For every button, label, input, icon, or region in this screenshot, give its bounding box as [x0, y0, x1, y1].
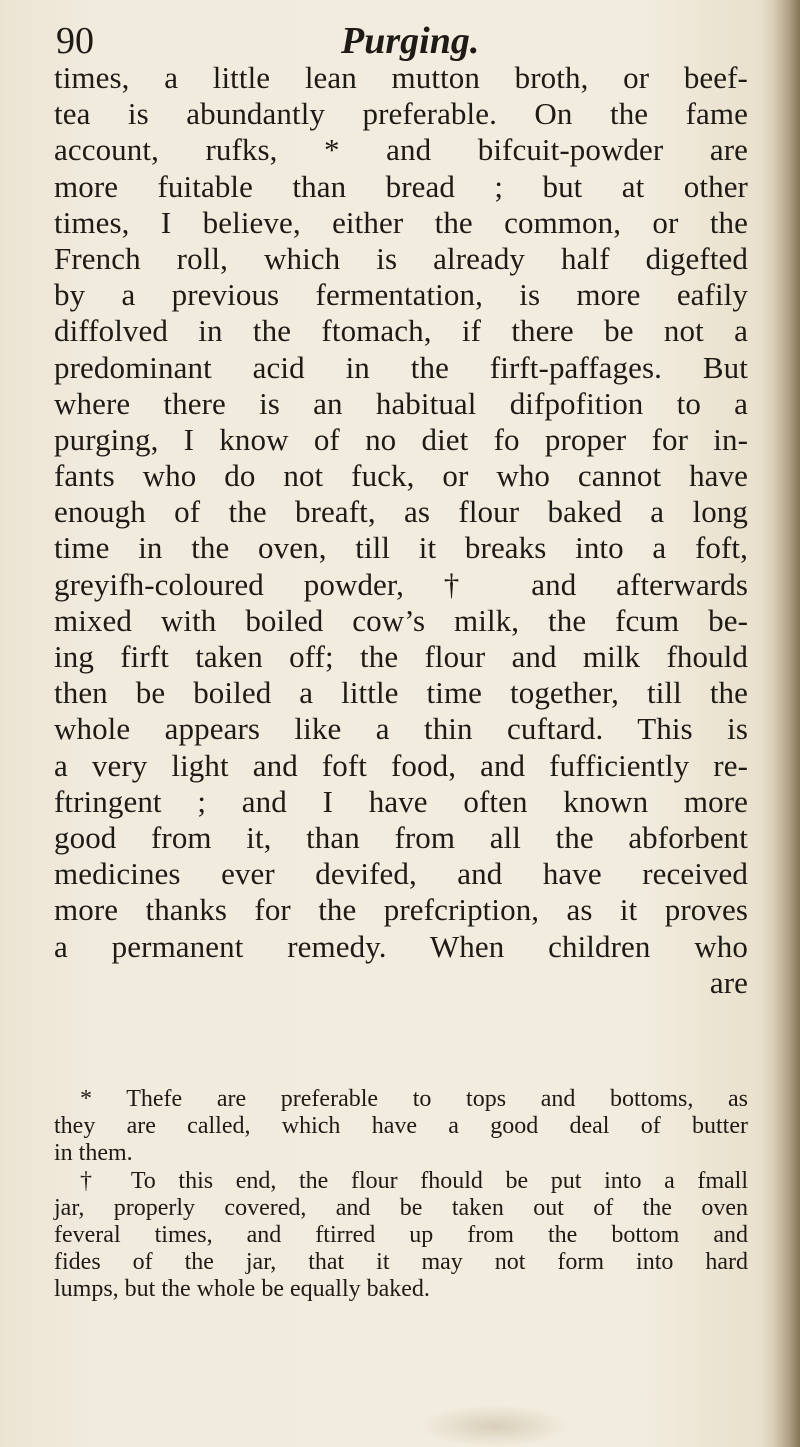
footnote-line: jar, properly covered, and be taken out of the oven: [54, 1194, 748, 1221]
running-title: Purging.: [341, 20, 480, 62]
text-line: where there is an habitual difpofition to a: [54, 385, 748, 421]
footnote-line: * Thefe are preferable to tops and bottoms, as: [80, 1086, 748, 1112]
footnote-line: lumps, but the whole be equally baked.: [54, 1276, 430, 1303]
text-line: good from it, than from all the abforbent: [54, 819, 748, 855]
text-line: times, I believe, either the common, or the: [54, 204, 748, 240]
text-line: enough of the breaft, as flour baked a long: [54, 494, 748, 530]
text-line: time in the oven, till it breaks into a foft,: [54, 530, 748, 566]
text-line: greyifh-coloured powder, † and afterwards: [54, 566, 748, 602]
page-number: 90: [56, 20, 94, 62]
text-line: a very light and foft food, and fufficiently re-: [54, 747, 748, 783]
text-line: ftringent ; and I have often known more: [54, 783, 748, 819]
text-line: whole appears like a thin cuftard. This is: [54, 711, 748, 747]
text-line: more fuitable than bread ; but at other: [54, 168, 748, 204]
catchword: are: [709, 964, 748, 1000]
text-line: a permanent remedy. When children who: [54, 928, 748, 964]
text-line: more thanks for the prefcription, as it proves: [54, 892, 748, 928]
text-line: then be boiled a little time together, till the: [54, 675, 748, 711]
text-line: times, a little lean mutton broth, or beef-: [54, 60, 748, 95]
footnote-line: fides of the jar, that it may not form into hard: [54, 1249, 748, 1276]
text-line: tea is abundantly preferable. On the fame: [54, 96, 748, 132]
page-edge-shadow: [774, 0, 800, 1447]
text-line: medicines ever devifed, and have received: [54, 856, 748, 892]
text-line: French roll, which is already half digefted: [54, 240, 748, 276]
text-line: purging, I know of no diet fo proper for in-: [54, 421, 748, 457]
footnote-line: † To this end, the flour fhould be put into a fmall: [80, 1167, 748, 1194]
text-line: mixed with boiled cow’s milk, the fcum be-: [54, 602, 748, 638]
paper-stain: [420, 1405, 570, 1447]
footnote-line: they are called, which have a good deal of butter: [54, 1113, 748, 1140]
text-line: ing firft taken off; the flour and milk fhould: [54, 639, 748, 674]
text-line: predominant acid in the firft-paffages. But: [54, 349, 748, 385]
footnotes: [54, 1086, 748, 1304]
footnote-line: feveral times, and ftirred up from the bottom and: [54, 1221, 748, 1248]
text-line: by a previous fermentation, is more eafily: [54, 277, 748, 313]
text-line: fants who do not fuck, or who cannot have: [54, 458, 748, 494]
text-line: diffolved in the ftomach, if there be not a: [54, 313, 748, 349]
text-line: account, rufks, * and bifcuit-powder are: [54, 132, 748, 168]
footnote-line: in them.: [54, 1140, 133, 1167]
main-text: [54, 60, 748, 1001]
